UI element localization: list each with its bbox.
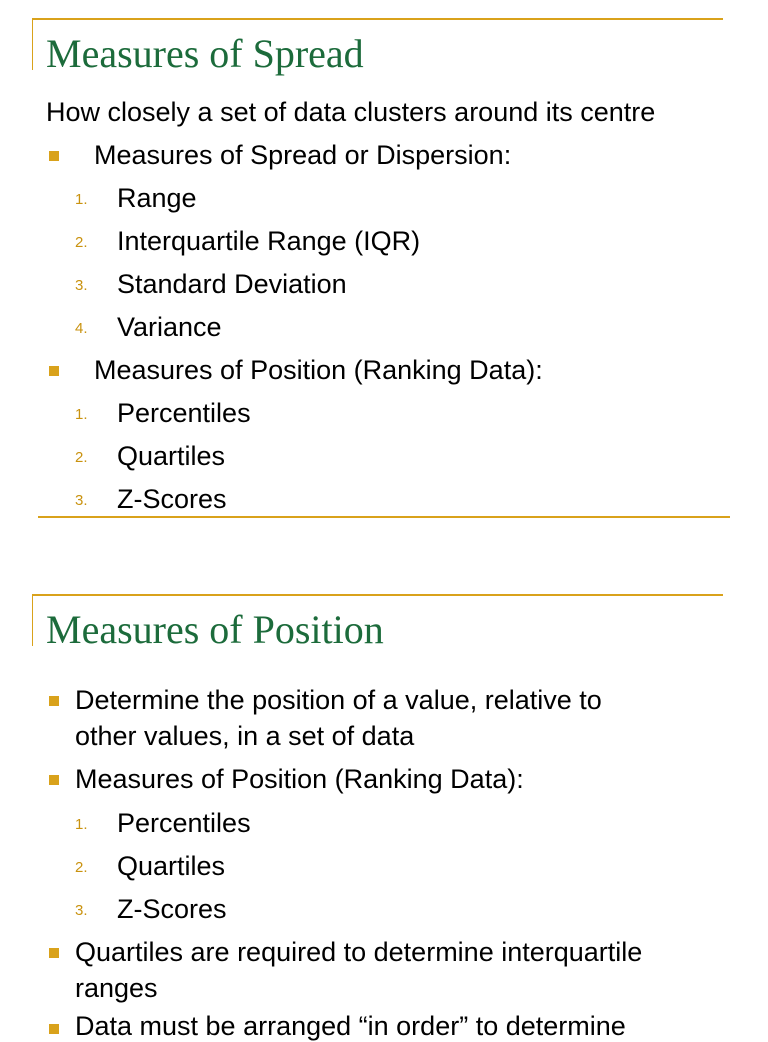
bullet-text-line: ranges	[75, 973, 158, 1003]
list-item: Range	[117, 183, 197, 213]
list-item: Quartiles	[117, 851, 226, 881]
intro-text: How closely a set of data clusters around its centre	[46, 97, 656, 127]
bullet-square-icon	[49, 366, 59, 376]
bullet-text-line: Quartiles are required to determine interquartile	[75, 937, 643, 967]
bullet-text-line-partial: Data must be arranged “in order” to determine	[75, 1011, 626, 1041]
bullet-square-icon	[49, 151, 59, 161]
list-item: Quartiles	[117, 441, 226, 471]
bullet-square-icon	[49, 775, 59, 785]
slide-measures-of-position	[0, 594, 768, 1041]
slide-title: Measures of Position	[46, 607, 384, 652]
list-item: Percentiles	[117, 398, 251, 428]
list-number: 3.	[75, 277, 88, 294]
list-item: Standard Deviation	[117, 269, 347, 299]
list-number: 1.	[75, 191, 88, 208]
bullet-square-icon	[49, 1024, 59, 1034]
bullet-label: Measures of Position (Ranking Data):	[94, 355, 543, 385]
frame-top-border	[32, 594, 723, 596]
list-number: 2.	[75, 449, 88, 466]
bullet-text-line: other values, in a set of data	[75, 721, 415, 751]
frame-left-border	[32, 18, 33, 70]
bullet-text-line: Determine the position of a value, relative to	[75, 685, 602, 715]
list-item: Z-Scores	[117, 484, 227, 514]
list-number: 1.	[75, 406, 88, 423]
list-number: 3.	[75, 902, 88, 919]
bullet-label: Measures of Spread or Dispersion:	[94, 140, 512, 170]
list-number: 2.	[75, 859, 88, 876]
bullet-label: Measures of Position (Ranking Data):	[75, 764, 524, 794]
slide-title: Measures of Spread	[46, 31, 364, 76]
list-number: 3.	[75, 492, 88, 509]
frame-bottom-border	[38, 516, 730, 518]
list-item: Interquartile Range (IQR)	[117, 226, 421, 256]
list-item: Variance	[117, 312, 222, 342]
list-item: Percentiles	[117, 808, 251, 838]
list-item: Z-Scores	[117, 894, 227, 924]
list-number: 2.	[75, 234, 88, 251]
list-number: 4.	[75, 320, 88, 337]
bullet-square-icon	[49, 948, 59, 958]
frame-top-border	[32, 18, 723, 20]
frame-left-border	[32, 594, 33, 646]
bullet-square-icon	[49, 696, 59, 706]
list-number: 1.	[75, 816, 88, 833]
slide-measures-of-spread	[0, 0, 768, 520]
